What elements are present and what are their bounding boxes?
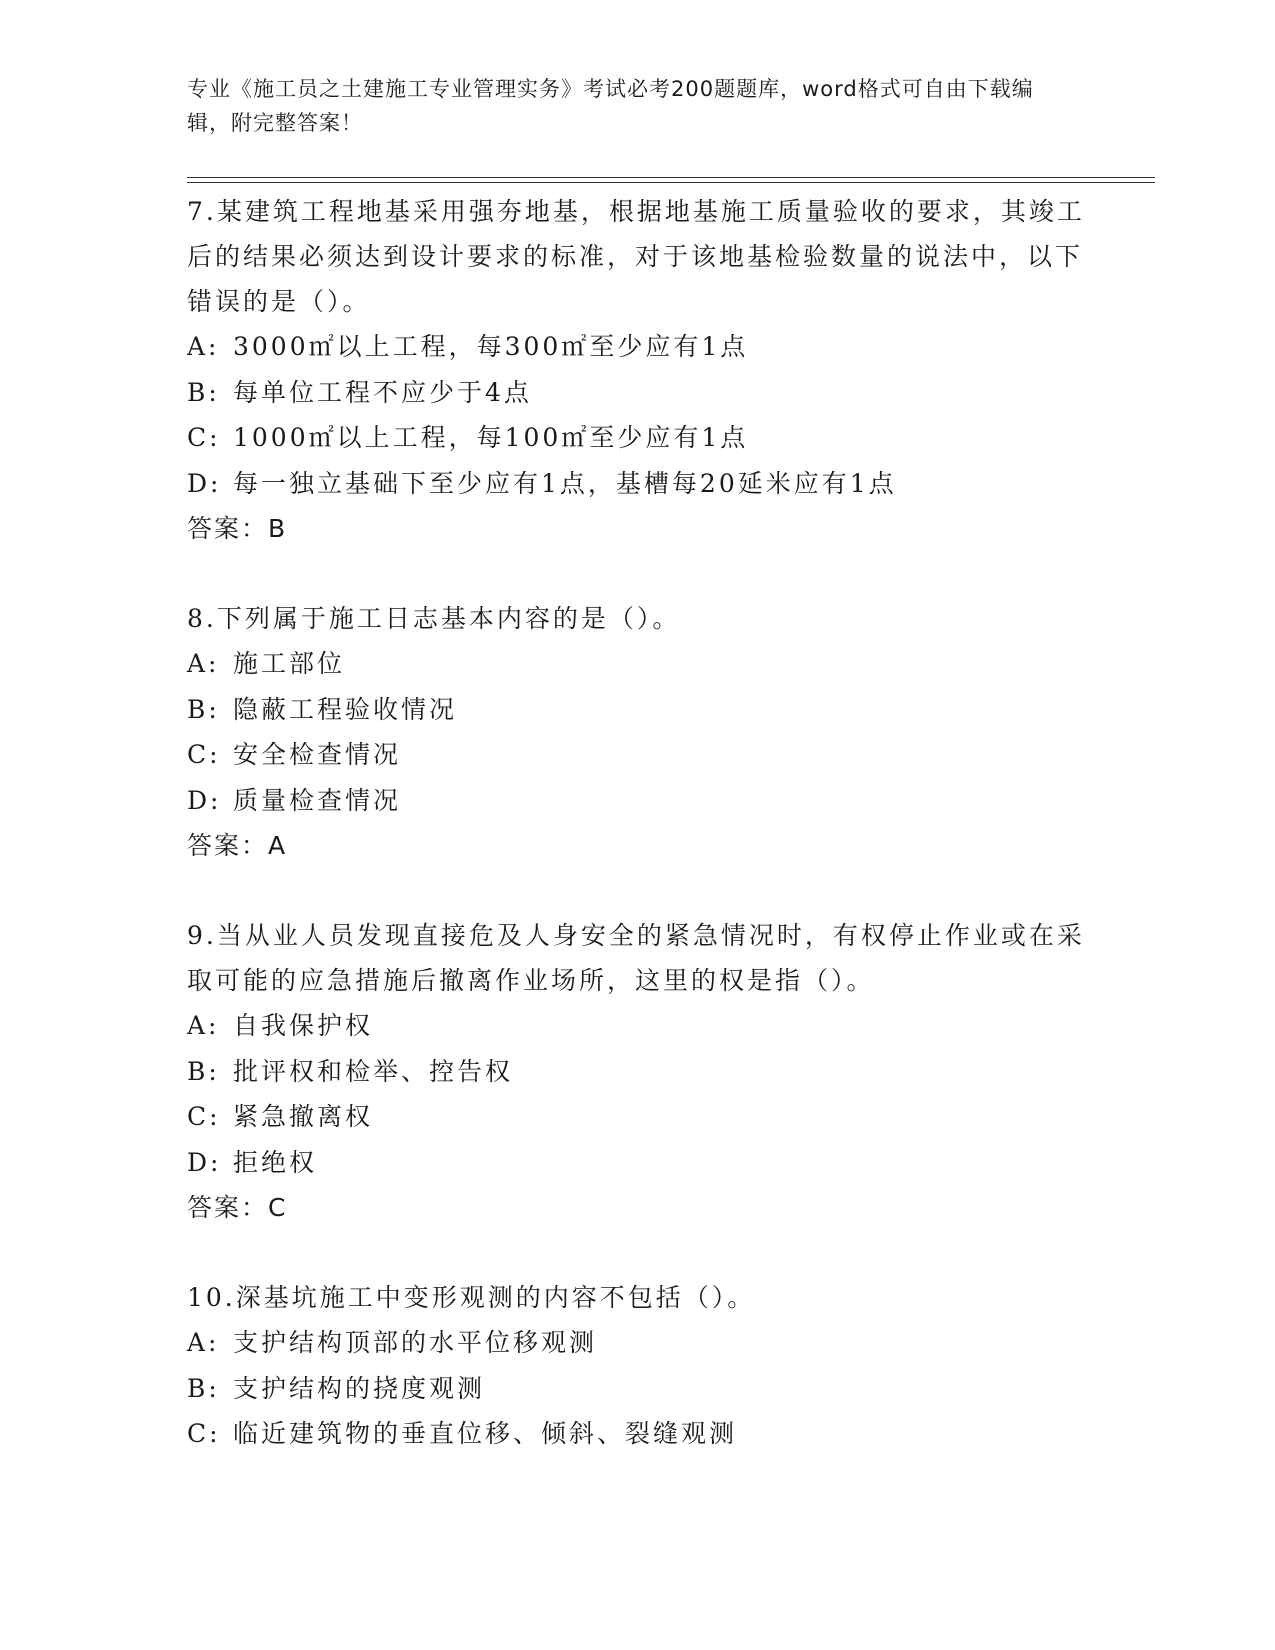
option-c xyxy=(187,1094,1087,1140)
answer: 答案：C xyxy=(187,1193,288,1222)
option-key: A: xyxy=(187,649,220,678)
option-c xyxy=(187,732,1087,778)
answer: 答案：B xyxy=(187,514,288,543)
option-text: 临近建筑物的垂直位移、倾斜、裂缝观测 xyxy=(233,1419,738,1448)
question-7 xyxy=(187,189,1087,551)
option-text: 每一独立基础下至少应有1点，基槽每20延米应有1点 xyxy=(233,468,897,498)
option-key: B: xyxy=(187,694,220,724)
option-key: C: xyxy=(187,1102,221,1131)
option-a xyxy=(187,1003,1087,1049)
option-text: 3000㎡以上工程，每300㎡至少应有1点 xyxy=(233,332,749,361)
option-c xyxy=(187,415,1087,461)
option-text: 施工部位 xyxy=(233,649,346,678)
option-key: D: xyxy=(187,785,222,815)
option-c xyxy=(187,1411,1087,1457)
question-10 xyxy=(187,1275,1087,1457)
option-d xyxy=(187,461,1087,507)
option-text: 质量检查情况 xyxy=(233,785,402,815)
option-text: 紧急撤离权 xyxy=(233,1102,374,1131)
question-stem: 8.下列属于施工日志基本内容的是（）。 xyxy=(187,604,681,633)
option-b xyxy=(187,1049,1087,1095)
option-key: A: xyxy=(187,1011,220,1040)
header-divider-thin xyxy=(187,177,1155,178)
option-key: A: xyxy=(187,1328,220,1357)
option-a xyxy=(187,641,1087,687)
option-text: 隐蔽工程验收情况 xyxy=(233,694,458,724)
option-d xyxy=(187,1140,1087,1186)
header-divider-thick xyxy=(187,182,1155,183)
option-key: B: xyxy=(187,1056,220,1086)
option-d xyxy=(187,778,1087,824)
question-stem: 9.当从业人员发现直接危及人身安全的紧急情况时，有权停止作业或在采取可能的应急措施后撤离作业场所，这里的权是指（）。 xyxy=(187,921,1085,995)
option-text: 1000㎡以上工程，每100㎡至少应有1点 xyxy=(233,423,749,452)
option-key: D: xyxy=(187,468,222,498)
option-text: 支护结构顶部的水平位移观测 xyxy=(233,1328,598,1357)
option-b xyxy=(187,687,1087,733)
option-a xyxy=(187,324,1087,370)
option-b xyxy=(187,370,1087,416)
option-a xyxy=(187,1320,1087,1366)
option-text: 拒绝权 xyxy=(233,1147,318,1177)
option-text: 安全检查情况 xyxy=(233,740,402,769)
question-stem: 10.深基坑施工中变形观测的内容不包括（）。 xyxy=(187,1283,756,1312)
question-list xyxy=(187,189,1087,1457)
option-text: 自我保护权 xyxy=(233,1011,374,1040)
option-b xyxy=(187,1366,1087,1412)
option-key: B: xyxy=(187,377,220,407)
option-key: C: xyxy=(187,740,221,769)
question-stem: 7.某建筑工程地基采用强夯地基，根据地基施工质量验收的要求，其竣工后的结果必须达到设计要求的标准，对于该地基检验数量的说法中，以下错误的是（）。 xyxy=(187,197,1085,316)
option-text: 每单位工程不应少于4点 xyxy=(233,377,532,407)
answer: 答案：A xyxy=(187,831,288,860)
option-key: C: xyxy=(187,423,221,452)
page-header: 专业《施工员之土建施工专业管理实务》考试必考200题题库，word格式可自由下载编辑，附完整答案！ xyxy=(187,77,1034,135)
question-8 xyxy=(187,596,1087,868)
option-key: B: xyxy=(187,1373,220,1403)
option-key: C: xyxy=(187,1419,221,1448)
question-9 xyxy=(187,913,1087,1230)
option-key: A: xyxy=(187,332,220,361)
option-text: 批评权和检举、控告权 xyxy=(233,1056,514,1086)
option-key: D: xyxy=(187,1147,222,1177)
option-text: 支护结构的挠度观测 xyxy=(233,1373,486,1403)
